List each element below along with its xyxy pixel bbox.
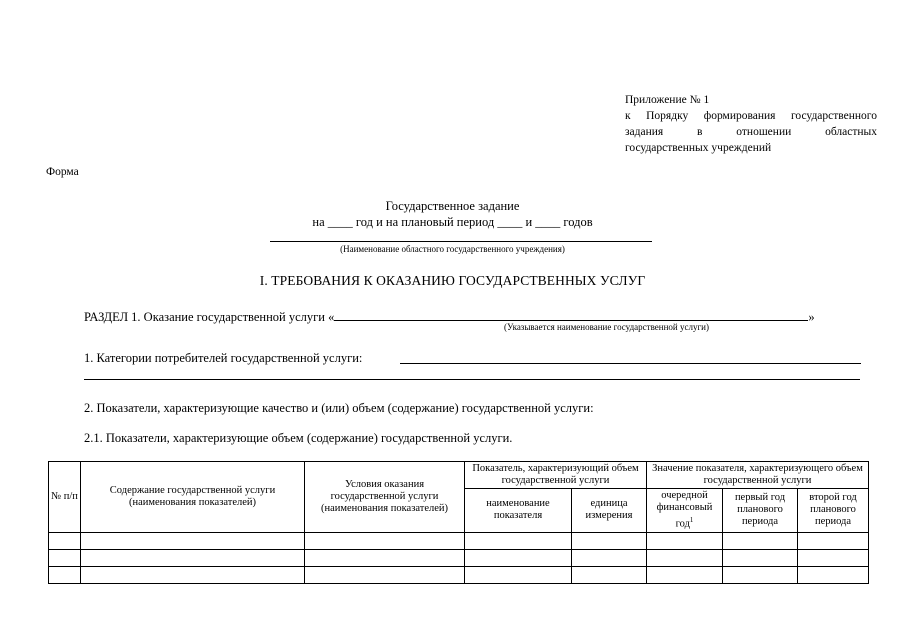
institution-hint: (Наименование областного государственного учреждения) xyxy=(340,244,565,254)
table-cell[interactable] xyxy=(723,549,798,566)
table-cell[interactable] xyxy=(798,532,869,549)
table-cell[interactable] xyxy=(572,549,647,566)
header-num: № п/п xyxy=(49,462,81,533)
appendix-block xyxy=(625,92,877,156)
table-cell[interactable] xyxy=(465,532,572,549)
table-cell[interactable] xyxy=(798,549,869,566)
service-name-field[interactable] xyxy=(334,307,808,321)
table-cell[interactable] xyxy=(49,532,81,549)
table-cell[interactable] xyxy=(81,566,305,583)
consumer-categories-field[interactable] xyxy=(400,363,861,364)
table-cell[interactable] xyxy=(798,566,869,583)
item-2: 2. Показатели, характеризующие качество и (или) объем (содержание) государственной услуги: xyxy=(84,401,594,415)
volume-indicators-table xyxy=(48,461,869,584)
period-line: на ____ год и на плановый период ____ и ____ годов xyxy=(312,215,593,229)
header-content: Содержание государственной услуги (наименования показателей) xyxy=(81,462,305,533)
header-indicator-name: наименование показателя xyxy=(465,489,572,533)
consumer-categories-field-2[interactable] xyxy=(84,379,860,380)
header-conditions: Условия оказания государственной услуги (наименования показателей) xyxy=(305,462,465,533)
table-cell[interactable] xyxy=(305,532,465,549)
table-cell[interactable] xyxy=(723,566,798,583)
table-cell[interactable] xyxy=(49,566,81,583)
table-cell[interactable] xyxy=(49,549,81,566)
header-indicator-unit: единица измерения xyxy=(572,489,647,533)
table-cell[interactable] xyxy=(465,566,572,583)
table-cell[interactable] xyxy=(647,566,723,583)
form-label: Форма xyxy=(46,166,79,178)
table-row xyxy=(49,532,869,549)
table-cell[interactable] xyxy=(305,549,465,566)
header-indicator: Показатель, характеризующий объем государственной услуги xyxy=(465,462,647,489)
header-value-first: первый год планового периода xyxy=(723,489,798,533)
table-header-row-1 xyxy=(49,462,869,489)
table-cell[interactable] xyxy=(723,532,798,549)
table-cell[interactable] xyxy=(572,532,647,549)
table-row xyxy=(49,549,869,566)
appendix-line-3: задания в отношении областных xyxy=(625,126,877,138)
header-value-current: очередной финансовый год$^1$ xyxy=(647,489,723,533)
section-heading: I. ТРЕБОВАНИЯ К ОКАЗАНИЮ ГОСУДАРСТВЕННЫХ УСЛУГ xyxy=(259,273,646,288)
table-cell[interactable] xyxy=(465,549,572,566)
item-1: 1. Категории потребителей государственной услуги: xyxy=(84,351,363,365)
table-row xyxy=(49,566,869,583)
table-cell[interactable] xyxy=(647,532,723,549)
service-name-hint: (Указывается наименование государственной услуги) xyxy=(504,322,709,332)
razdel-prefix: РАЗДЕЛ 1. Оказание государственной услуги « xyxy=(84,310,335,324)
razdel-suffix: » xyxy=(808,310,815,324)
appendix-number: Приложение № 1 xyxy=(625,94,710,106)
institution-name-line[interactable] xyxy=(270,241,652,242)
item-2-1: 2.1. Показатели, характеризующие объем (содержание) государственной услуги. xyxy=(84,431,513,445)
appendix-line-4: государственных учреждений xyxy=(625,142,772,154)
table-cell[interactable] xyxy=(81,532,305,549)
header-value: Значение показателя, характеризующего объем государственной услуги xyxy=(647,462,869,489)
table-cell[interactable] xyxy=(647,549,723,566)
header-value-second: второй год планового периода xyxy=(798,489,869,533)
appendix-line-2: к Порядку формирования государственного xyxy=(625,110,877,122)
table-cell[interactable] xyxy=(305,566,465,583)
table-cell[interactable] xyxy=(572,566,647,583)
table-cell[interactable] xyxy=(81,549,305,566)
document-title: Государственное задание xyxy=(385,199,520,213)
